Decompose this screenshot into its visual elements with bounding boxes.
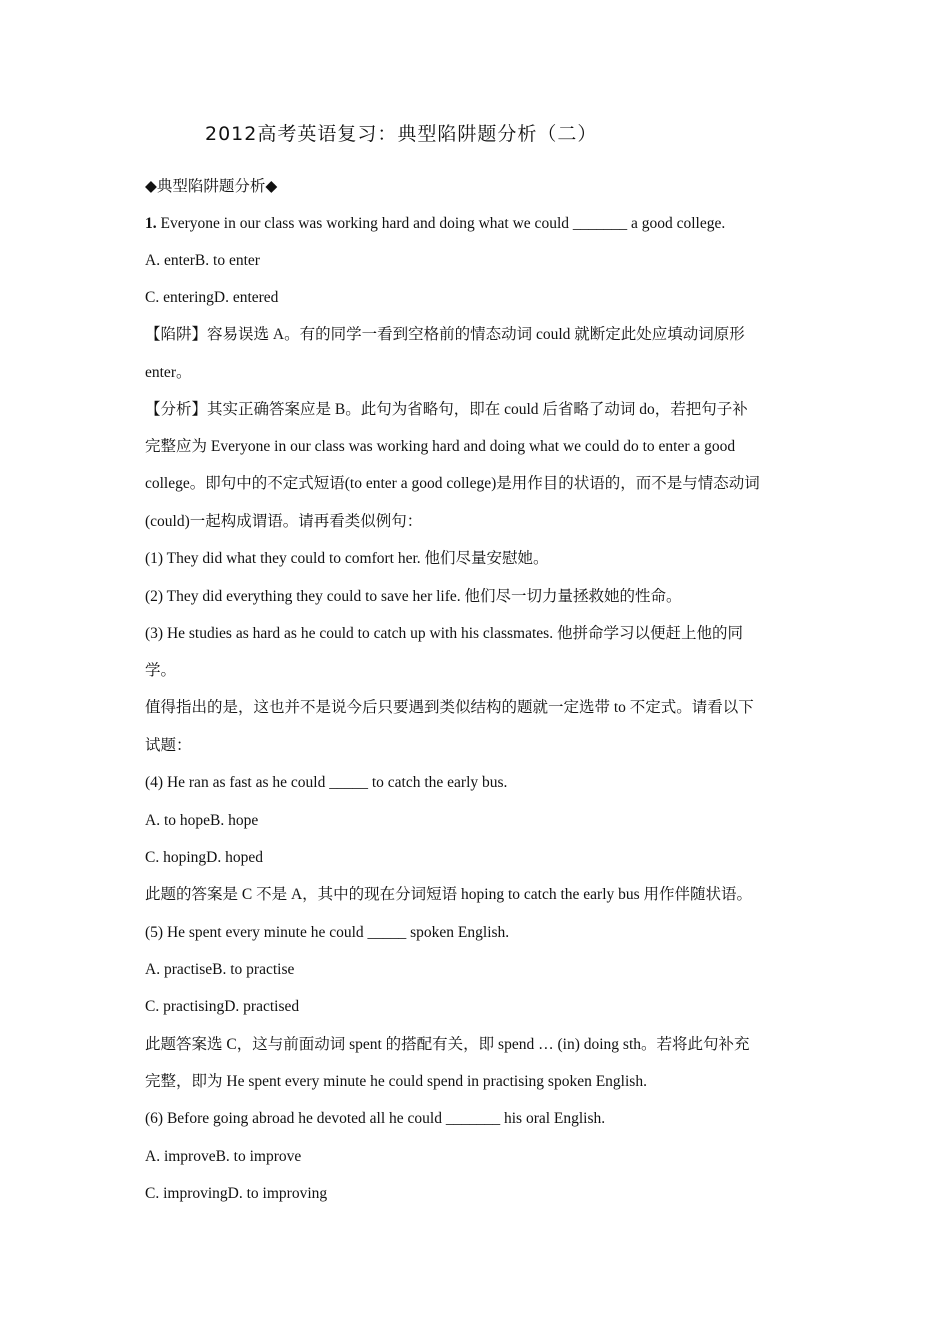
question-5-answer-line-1: 此题答案选 C，这与前面动词 spent 的搭配有关，即 spend … (in) doing sth。若将此句补充 — [145, 1036, 750, 1053]
question-6-options-ab: A. improveB. to improve — [145, 1148, 302, 1165]
question-4-stem: (4) He ran as fast as he could _____ to catch the early bus. — [145, 774, 508, 791]
example-1: (1) They did what they could to comfort her. 他们尽量安慰她。 — [145, 550, 549, 567]
question-1-text: Everyone in our class was working hard and doing what we could _______ a good college. — [156, 215, 726, 232]
analysis-line-3: college。即句中的不定式短语(to enter a good college)是用作目的状语的，而不是与情态动词 — [145, 475, 760, 492]
note-line-1: 值得指出的是，这也并不是说今后只要遇到类似结构的题就一定选带 to 不定式。请看以下 — [145, 699, 754, 716]
trap-line-1: 【陷阱】容易误选 A。有的同学一看到空格前的情态动词 could 就断定此处应填动词原形 — [145, 326, 745, 343]
example-2: (2) They did everything they could to save her life. 他们尽一切力量拯救她的性命。 — [145, 588, 682, 605]
section-heading: ◆典型陷阱题分析◆ — [145, 178, 278, 195]
trap-line-2: enter。 — [145, 364, 192, 381]
example-3-line-1: (3) He studies as hard as he could to catch up with his classmates. 他拼命学习以便赶上他的同 — [145, 625, 743, 642]
question-4-options-cd: C. hopingD. hoped — [145, 849, 263, 866]
question-5-answer-line-2: 完整，即为 He spent every minute he could spend in practising spoken English. — [145, 1073, 647, 1090]
question-1-stem — [145, 214, 725, 234]
question-6-options-cd: C. improvingD. to improving — [145, 1185, 328, 1202]
question-5-options-cd: C. practisingD. practised — [145, 998, 300, 1015]
document-title: 2012高考英语复习：典型陷阱题分析（二） — [205, 123, 598, 145]
question-6-stem: (6) Before going abroad he devoted all he could _______ his oral English. — [145, 1110, 606, 1127]
analysis-line-2: 完整应为 Everyone in our class was working hard and doing what we could do to enter a good — [145, 438, 736, 455]
question-1-options-ab: A. enterB. to enter — [145, 252, 260, 269]
question-4-answer: 此题的答案是 C 不是 A，其中的现在分词短语 hoping to catch the early bus 用作伴随状语。 — [145, 886, 753, 903]
question-4-options-ab: A. to hopeB. hope — [145, 812, 259, 829]
analysis-line-1: 【分析】其实正确答案应是 B。此句为省略句，即在 could 后省略了动词 do，若把句子补 — [145, 401, 748, 418]
question-5-options-ab: A. practiseB. to practise — [145, 961, 295, 978]
question-5-stem: (5) He spent every minute he could _____ spoken English. — [145, 924, 510, 941]
note-line-2: 试题： — [145, 737, 192, 754]
analysis-line-4: (could)一起构成谓语。请再看类似例句： — [145, 513, 423, 530]
question-1-number: 1. — [145, 215, 157, 232]
question-1-options-cd: C. enteringD. entered — [145, 289, 279, 306]
example-3-line-2: 学。 — [145, 662, 177, 679]
